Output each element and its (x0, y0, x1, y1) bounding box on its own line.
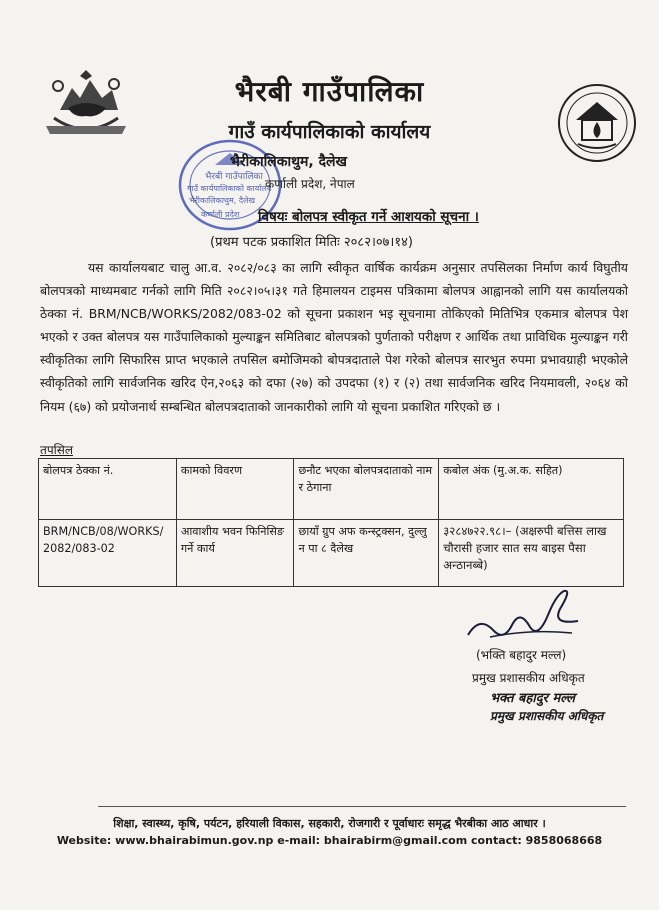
table-header-cell: कबोल अंक (मु.अ.क. सहित) (439, 459, 624, 520)
contract-number-cell: BRM/NCB/08/WORKS/ 2082/083-02 (39, 520, 177, 587)
svg-text:भैरबी गाउँपालिका: भैरबी गाउँपालिका (205, 172, 263, 182)
table-header-cell: छनौट भएका बोलपत्रदाताको नाम र ठेगाना (294, 459, 439, 520)
svg-text:भैरीकालिकाथुम, दैलेख: भैरीकालिकाथुम, दैलेख (189, 196, 256, 205)
svg-text:गाउँ कार्यपालिकाको कार्यालय: गाउँ कार्यपालिकाको कार्यालय (187, 184, 272, 193)
notice-body: यस कार्यालयबाट चालु आ.व. २०८२/०८३ का लागि स्वीकृत वार्षिक कार्यक्रम अनुसार तपसिलका निर्माण कार्य विघुतीय बोलपत्रको माध्यमबाट गर्नको लागि मिति २०८२।०५।३१ गते हिमालयन टाइमस पत्रिकामा बोलपत्र आह्वानको लागि यस कार्यालयको ठेक्का नं. BRM/NCB/WORKS/2082/083-02 को सूचना प्रकाशन भइ सूचनामा तोकिएको मितिभित्र एकमात्र बोलपत्र पेश भएको र उक्त बोलपत्र यस गाउँपालिकाको मुल्याङ्कन समितिबाट बोलपत्रको पुर्णताको परीक्षण र आर्थिक तथा प्राविधिक मुल्याङ्कन गरी स्वीकृतिका लागि सिफारिस प्राप्त भएकाले तपसिल बमोजिमको बोपत्रदाताले पेश गरेको बोलपत्र सारभुत रुपमा प्रभावग्राही भएकोले स्वीकृतिको लागि सार्वजनिक खरिद ऐन,२०६३ को दफा (२७) को उपदफा (१) र (२) तथा सार्वजनिक खरिद नियमावली, २०६४ को नियम (६७) को प्रयोजनार्थ सम्बन्धित बोलपत्रदाताको जानकारीको लागि यो सूचना प्रकाशित गरिएको छ । (40, 260, 628, 414)
published-date: (प्रथम पटक प्रकाशित मितिः २०८२।०७।१४) (210, 235, 413, 250)
signatory-designation: प्रमुख प्रशासकीय अधिकृत (472, 671, 585, 685)
contract-table (38, 458, 624, 587)
handwritten-signature (460, 585, 590, 645)
table-header-cell: बोलपत्र ठेक्का नं. (39, 459, 177, 520)
schedule-label: तपसिल (40, 443, 74, 457)
municipality-title: भैरबी गाउँपालिका (234, 75, 425, 108)
footer-contact: Website: www.bhairabimun.gov.np e-mail: bhairabirm@gmail.com contact: 9858068668 (56, 834, 603, 847)
office-name: गाउँ कार्यपालिकाको कार्यालय (228, 121, 431, 143)
bid-amount-cell: ३२८४७२२.९८।– (अक्षरुपी बत्तिस लाख चौरासी हजार सात सय बाइस पैसा अन्ठानब्बे) (439, 520, 624, 587)
table-row (39, 520, 624, 587)
address-line-1: भैरीकालिकाथुम, दैलेख (230, 154, 347, 170)
signatory-stamp-name: भक्त बहादुर मल्ल (490, 691, 575, 706)
address-line-2: कर्णाली प्रदेश, नेपाल (265, 177, 355, 191)
signatory-name: (भक्ति बहादुर मल्ल) (476, 648, 567, 662)
footer-motto: शिक्षा, स्वास्थ्य, कृषि, पर्यटन, हरियाली विकास, सहकारी, रोजगारी र पूर्वाधारः समृद्ध भैरबीका आठ आधार । (113, 817, 546, 830)
svg-text:कर्णाली प्रदेश: कर्णाली प्रदेश (201, 210, 240, 219)
signatory-stamp-designation: प्रमुख प्रशासकीय अधिकृत (490, 709, 604, 723)
footer-divider (98, 806, 626, 807)
bidder-cell: छायाँ ग्रुप अफ कन्स्ट्रक्सन, दुल्लु न पा ८ दैलेख (294, 520, 439, 587)
notice-subject: विषयः बोलपत्र स्वीकृत गर्ने आशयको सूचना । (258, 209, 479, 225)
table-header-cell: कामको विवरण (176, 459, 294, 520)
work-description-cell: आवाशीय भवन फिनिसिङ गर्ने कार्य (176, 520, 294, 587)
table-header-row (39, 459, 624, 520)
